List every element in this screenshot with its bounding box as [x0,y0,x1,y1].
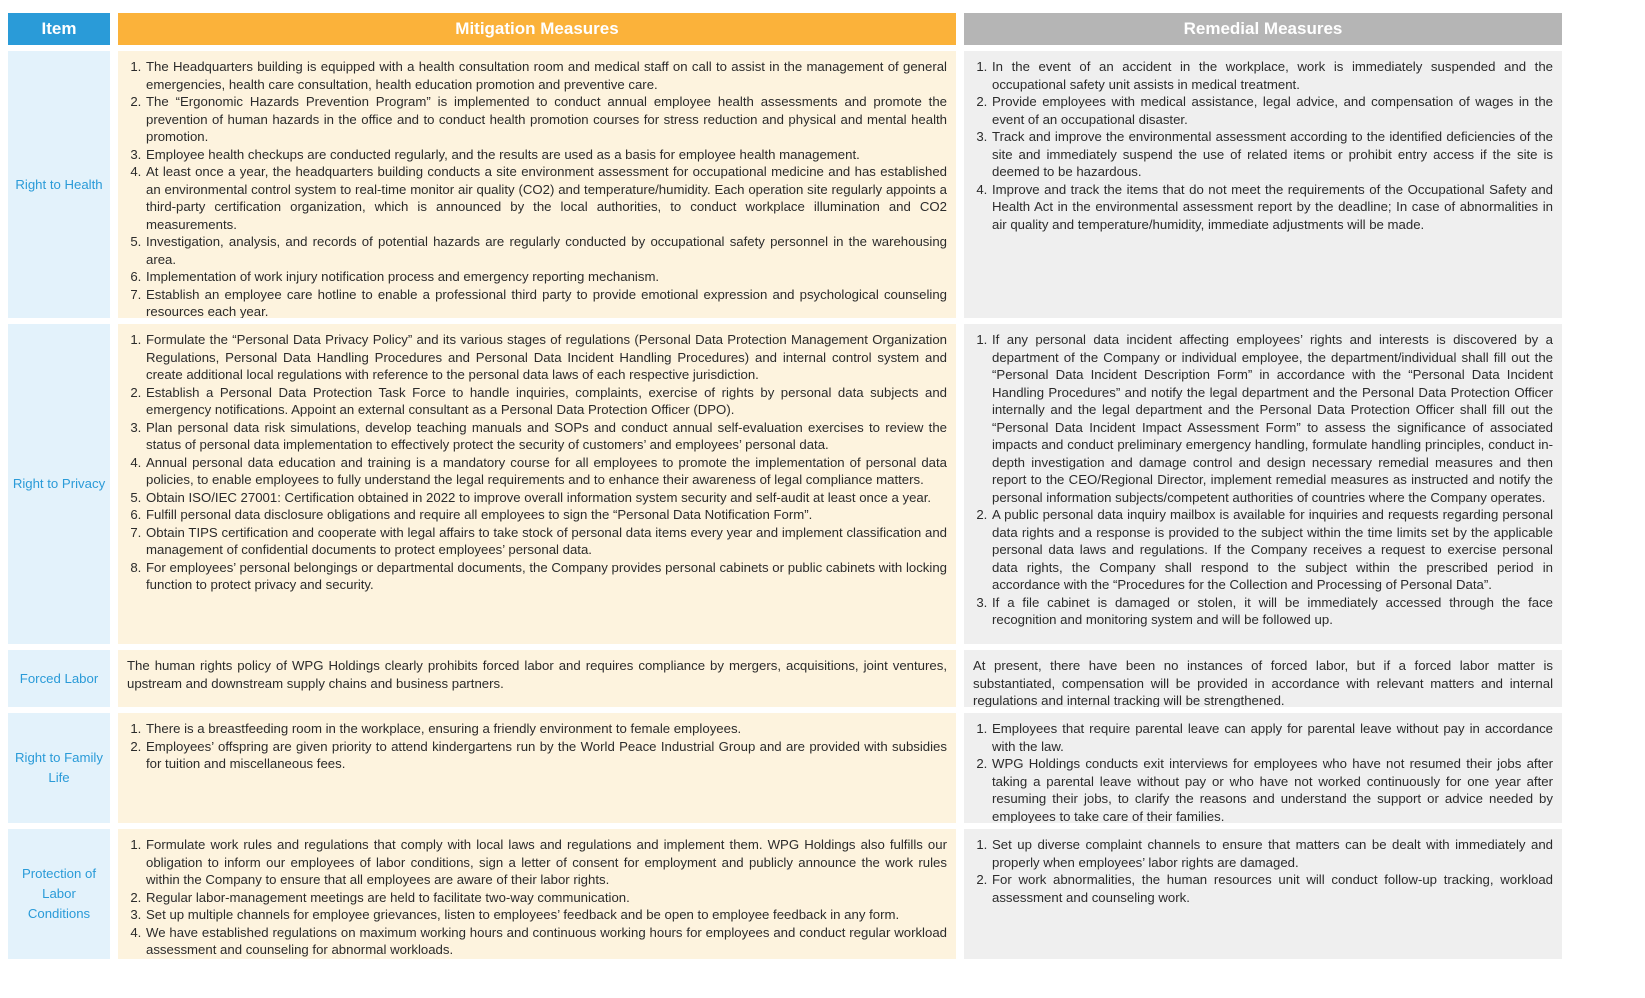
list-item: 2. Employees’ offspring are given priority to attend kindergartens run by the World Peace Industrial Group and are provided with subsidies for tuition and miscellaneous fees. [145,738,947,773]
paragraph: At present, there have been no instances of forced labor, but if a forced labor matter is substantiated, compensation will be provided in accordance with relevant matters and internal regulations and internal tracking will be strengthened. [973,658,1553,707]
list-item: 1. Set up diverse complaint channels to ensure that matters can be dealt with immediately and properly when employees’ labor rights are damaged. [991,836,1553,871]
mitigation-right-to-family-life [118,713,956,823]
list-item: 5. Obtain ISO/IEC 27001: Certification obtained in 2022 to improve overall information system security and self-audit at least once a year. [145,489,947,507]
mitigation-protection-of-labor-conditions [118,829,956,959]
list-item: 2. For work abnormalities, the human resources unit will conduct follow-up tracking, workload assessment and counseling work. [991,871,1553,906]
list-item: 4. Annual personal data education and training is a mandatory course for all employees to promote the implementation of personal data policies, to enable employees to fully understand the legal requirements and to enhance their awareness of legal compliance matters. [145,454,947,489]
list-item: 6. Implementation of work injury notification process and emergency reporting mechanism. [145,268,947,286]
item-right-to-privacy: Right to Privacy [8,324,110,644]
list-item: 4. At least once a year, the headquarters building conducts a site environment assessment for occupational medicine and has established an environmental control system to real-time monitor air quality (CO2) and temperature/humidity. Each operation site regularly appoints a third-party certification organization, which is announced by the local authorities, to conduct workplace illumination and CO2 measurements. [145,163,947,233]
item-forced-labor: Forced Labor [8,650,110,707]
list-item: 7. Establish an employee care hotline to enable a professional third party to provide emotional expression and psychological counseling resources each year. [145,286,947,319]
remedial-right-to-family-life [964,713,1562,823]
list-item: 2. The “Ergonomic Hazards Prevention Program” is implemented to conduct annual employee health assessments and promote the prevention of human hazards in the office and to conduct health promotion courses for stress reduction and physical and mental health promotion. [145,93,947,146]
list-item: 3. If a file cabinet is damaged or stolen, it will be immediately accessed through the face recognition and monitoring system and will be followed up. [991,594,1553,629]
list-item: 3. Track and improve the environmental assessment according to the identified deficiencies of the site and immediately suspend the use of related items or prohibit entry access if the site is deemed to be hazardous. [991,128,1553,181]
list-item: 1. There is a breastfeeding room in the workplace, ensuring a friendly environment to female employees. [145,720,947,738]
list-item: 3. Plan personal data risk simulations, develop teaching manuals and SOPs and conduct annual self-evaluation exercises to review the status of personal data implementation to effectively protect the security of customers’ and employees’ personal data. [145,419,947,454]
mitigation-right-to-health [118,51,956,318]
item-right-to-health: Right to Health [8,51,110,318]
header-item: Item [8,13,110,45]
list-item: 1. In the event of an accident in the workplace, work is immediately suspended and the occupational safety unit assists in medical treatment. [991,58,1553,93]
list-item: 3. Set up multiple channels for employee grievances, listen to employees’ feedback and be open to employee feedback in any form. [145,906,947,924]
list-item: 4. We have established regulations on maximum working hours and continuous working hours for employees and conduct regular workload assessment and counseling for abnormal workloads. [145,924,947,959]
list-item: 4. Improve and track the items that do not meet the requirements of the Occupational Safety and Health Act in the environmental assessment report by the deadline; In case of abnormalities in air quality and temperature/humidity, immediate adjustments will be made. [991,181,1553,234]
remedial-right-to-privacy [964,324,1562,644]
item-protection-of-labor-conditions: Protection of Labor Conditions [8,829,110,959]
mitigation-forced-labor [118,650,956,707]
item-right-to-family-life: Right to Family Life [8,713,110,823]
list-item: 1. Formulate the “Personal Data Privacy Policy” and its various stages of regulations (Personal Data Protection Management Organization Regulations, Personal Data Handling Procedures and Personal Data Incident Handling Procedures) and internal control system and create additional local regulations with reference to the personal data laws of each respective jurisdiction. [145,331,947,384]
list-item: 2. Establish a Personal Data Protection Task Force to handle inquiries, complaints, exercise of rights by personal data subjects and emergency notifications. Appoint an external consultant as a Personal Data Protection Officer (DPO). [145,384,947,419]
list-item: 6. Fulfill personal data disclosure obligations and require all employees to sign the “Personal Data Notification Form”. [145,506,947,524]
paragraph: The human rights policy of WPG Holdings clearly prohibits forced labor and requires compliance by mergers, acquisitions, joint ventures, upstream and downstream supply chains and business partners. [127,658,947,691]
list-item: 5. Investigation, analysis, and records of potential hazards are regularly conducted by occupational safety personnel in the warehousing area. [145,233,947,268]
list-item: 2. Provide employees with medical assistance, legal advice, and compensation of wages in the event of an occupational disaster. [991,93,1553,128]
list-item: 8. For employees’ personal belongings or departmental documents, the Company provides personal cabinets or public cabinets with locking function to protect privacy and security. [145,559,947,594]
mitigation-right-to-privacy [118,324,956,644]
remedial-forced-labor [964,650,1562,707]
list-item: 3. Employee health checkups are conducted regularly, and the results are used as a basis for employee health management. [145,146,947,164]
list-item: 7. Obtain TIPS certification and cooperate with legal affairs to take stock of personal data items every year and implement classification and management of confidential documents to protect employees’ personal data. [145,524,947,559]
header-mitigation: Mitigation Measures [118,13,956,45]
remedial-right-to-health [964,51,1562,318]
list-item: 1. Employees that require parental leave can apply for parental leave without pay in accordance with the law. [991,720,1553,755]
list-item: 2. A public personal data inquiry mailbox is available for inquiries and requests regarding personal data rights and a response is provided to the subject within the time limits set by the applicable personal data laws and regulations. If the Company receives a request to exercise personal data rights, the Company shall respond to the subject within the prescribed period in accordance with the “Procedures for the Collection and Processing of Personal Data”. [991,506,1553,594]
list-item: 2. Regular labor-management meetings are held to facilitate two-way communication. [145,889,947,907]
list-item: 2. WPG Holdings conducts exit interviews for employees who have not resumed their jobs after taking a parental leave without pay or who have not worked continuously for one year after resuming their jobs, to clarify the reasons and understand the support or advice needed by employees to take care of their families. [991,755,1553,823]
list-item: 1. The Headquarters building is equipped with a health consultation room and medical staff on call to assist in the management of general emergencies, health care consultation, health education promotion and preventive care. [145,58,947,93]
header-remedial: Remedial Measures [964,13,1562,45]
human-rights-table [8,13,1637,959]
list-item: 1. Formulate work rules and regulations that comply with local laws and regulations and implement them. WPG Holdings also fulfills our obligation to inform our employees of labor conditions, sign a letter of consent for employment and publicly announce the work rules within the Company to ensure that all employees are aware of their labor rights. [145,836,947,889]
list-item: 1. If any personal data incident affecting employees’ rights and interests is discovered by a department of the Company or individual employee, the department/individual shall fill out the “Personal Data Incident Description Form” in accordance with the “Personal Data Incident Handling Procedures” and notify the legal department and the Personal Data Protection Officer internally and the legal department and the Personal Data Protection Officer shall fill out the “Personal Data Incident Impact Assessment Form” to assess the significance of associated impacts and conduct preliminary emergency handling, formulate handling principles, conduct in-depth investigation and damage control and design necessary remedial measures and then report to the CEO/Regional Director, implement remedial measures as instructed and notify the personal information subjects/competent authorities of countries where the Company operates. [991,331,1553,506]
remedial-protection-of-labor-conditions [964,829,1562,959]
